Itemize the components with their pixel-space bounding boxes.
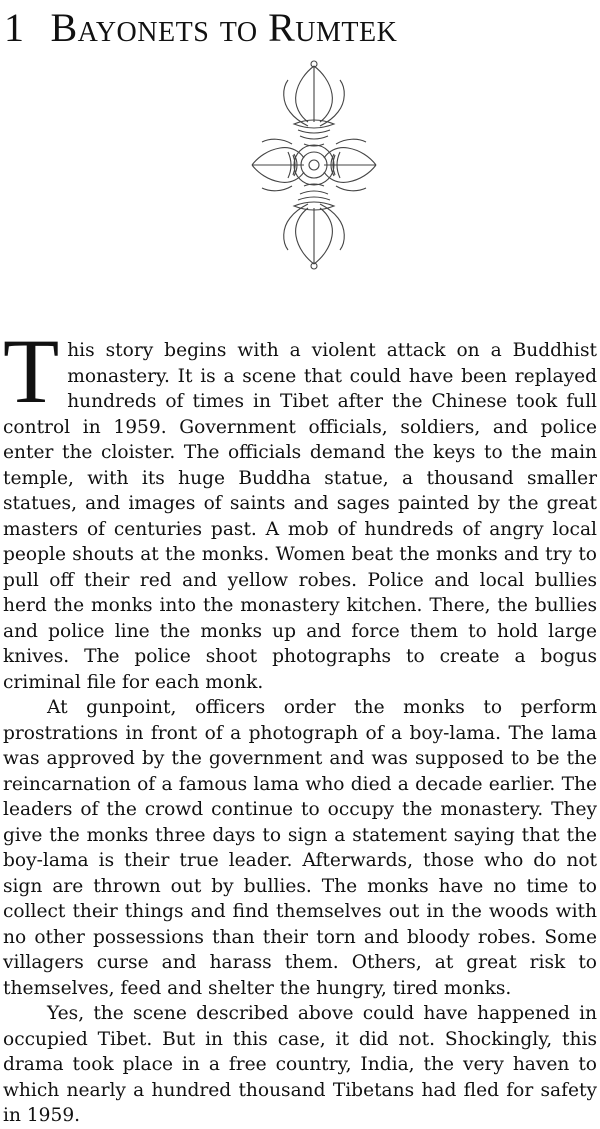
- chapter-heading: [4, 6, 397, 50]
- paragraph: Yes, the scene described above could have happened in occupied Tibet. But in this case, it did not. Shockingly, this drama took place in a free country, India, the very haven to which nearly a hundred thousand Tibetans had fled for safety in 1959.: [3, 1003, 597, 1126]
- body-text: [3, 320, 597, 1129]
- paragraph: At gunpoint, officers order the monks to perform prostrations in front of a photograph of a boy-lama. The lama was approved by the government and was supposed to be the reincarnation of a famous lama who died a decade earlier. The leaders of the crowd continue to occupy the monastery. They give the monks three days to sign a statement saying that the boy-lama is their true leader. Afterwards, those who do not sign are thrown out by bullies. The monks have no time to collect their things and find themselves out in the woods with no other possessions than their torn and bloody robes. Some villagers curse and harass them. Others, at great risk to themselves, feed and shelter the hungry, tired monks.: [3, 697, 597, 999]
- chapter-title: Bayonets to Rumtek: [50, 5, 398, 50]
- paragraph-text: his story begins with a violent attack on a Buddhist monastery. It is a scene that could have been replayed hundreds of times in Tibet after the Chinese took full control in 1959. Government officials, soldiers, and police enter the cloister. The officials demand the keys to the main temple, with its huge Buddha statue, a thousand smaller statues, and images of saints and sages painted by the great masters of centuries past. A mob of hundreds of angry local people shouts at the monks. Women beat the monks and try to pull off their red and yellow robes. Police and local bullies herd the monks into the monastery kitchen. There, the bullies and police line the monks up and force them to hold large knives. The police shoot photographs to create a bogus criminal file for each monk.: [3, 340, 597, 693]
- double-vajra-icon: [248, 58, 380, 272]
- chapter-number: 1: [4, 5, 25, 50]
- drop-cap: T: [3, 320, 60, 422]
- paragraph: [3, 320, 597, 695]
